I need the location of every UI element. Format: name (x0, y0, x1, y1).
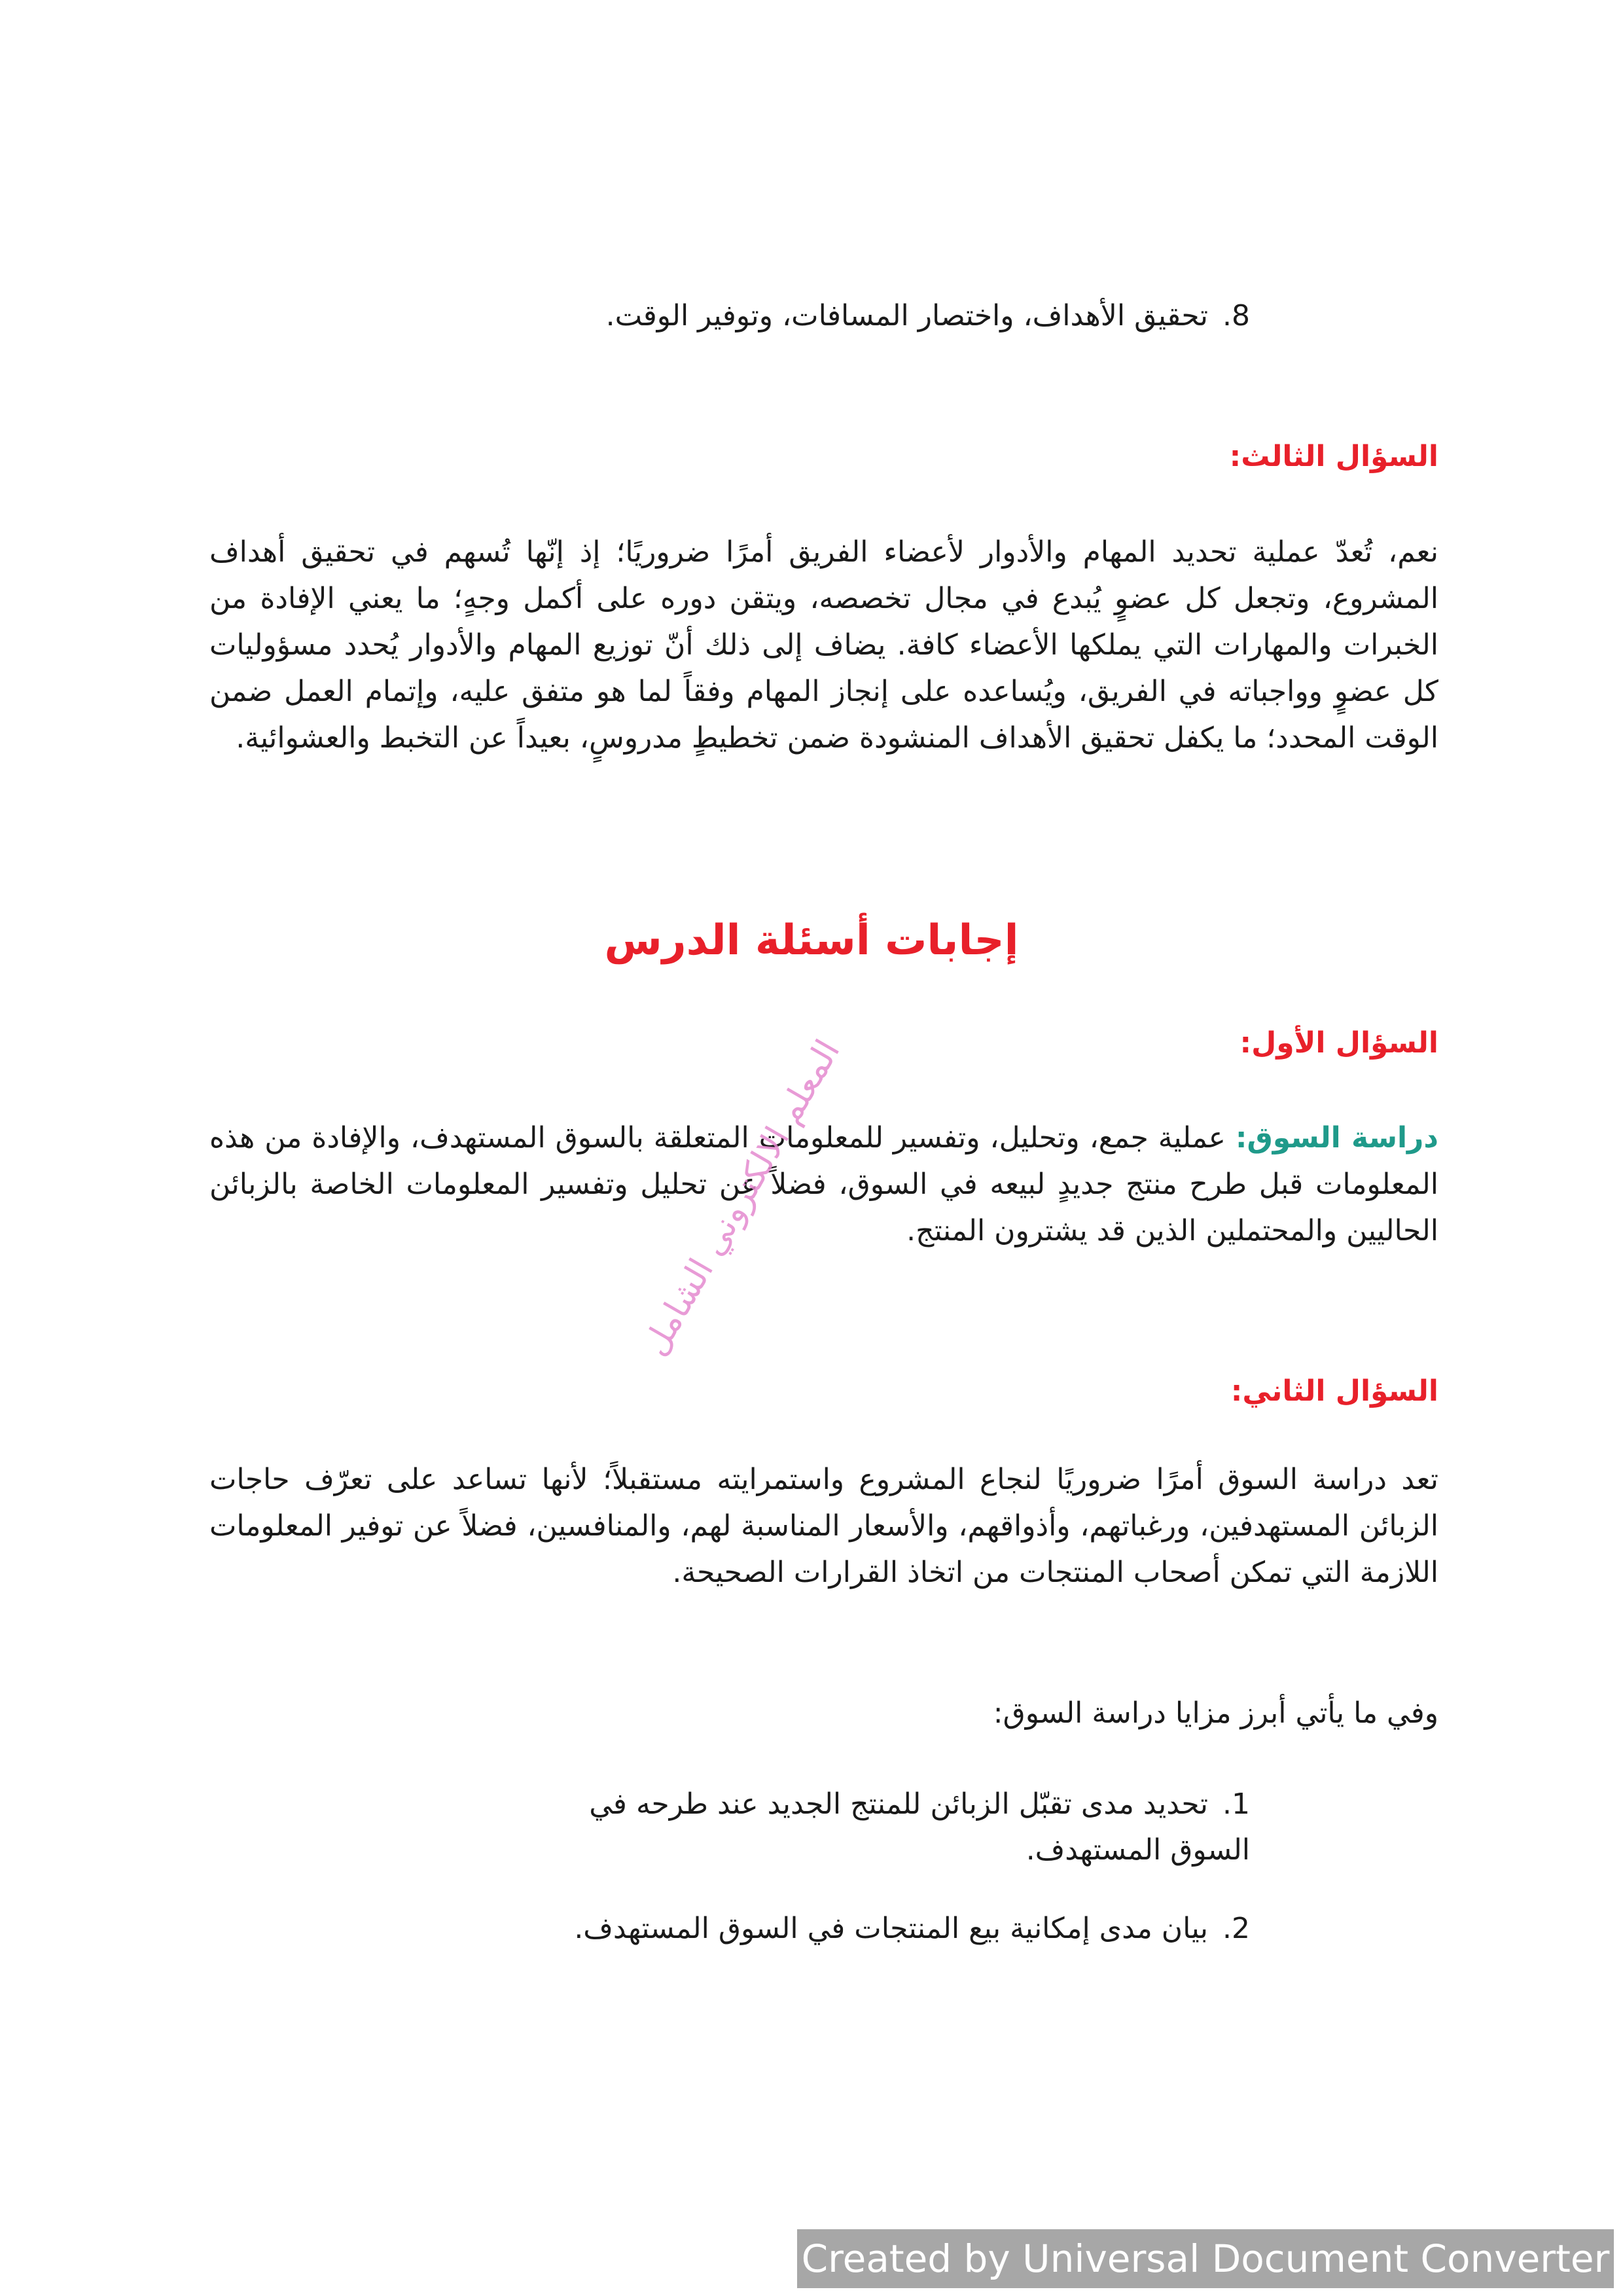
list-item-8 (399, 293, 1250, 339)
list-item-number: 8. (1222, 299, 1250, 332)
list-item-1 (543, 1782, 1250, 1873)
list-item-text: بيان مدى إمكانية بيع المنتجات في السوق المستهدف. (574, 1912, 1208, 1945)
section-title: إجابات أسئلة الدرس (604, 916, 1019, 965)
question-2-paragraph: تعد دراسة السوق أمرًا ضروريًا لنجاع المشروع واستمرايته مستقبلاً؛ لأنها تساعد على تعرّف حاجات الزبائن المستهدفين، ورغباتهم، وأذواقهم، والأسعار المناسبة لهم، والمنافسين، فضلاً عن توفير المعلومات اللازمة التي تمكن أصحاب المنتجات من اتخاذ القرارات الصحيحة. (209, 1463, 1438, 1589)
question-1-paragraph (209, 1115, 1438, 1254)
footer-badge: Created by Universal Document Converter (797, 2229, 1614, 2288)
list-item-number: 2. (1222, 1912, 1250, 1945)
question-1-definition: عملية جمع، وتحليل، وتفسير للمعلومات المتعلقة بالسوق المستهدف، والإفادة من هذه المعلومات قبل طرح منتج جديدٍ لبيعه في السوق، فضلاً عن تحليل وتفسير المعلومات الخاصة بالزبائن الحاليين والمحتملين الذين قد يشترون المنتج. (209, 1121, 1438, 1247)
watermark-text: المعلم الالكتروني الشامل (635, 1033, 848, 1363)
list-item-number: 1. (1222, 1787, 1250, 1821)
list-item-2 (399, 1906, 1250, 1952)
list-item-text: تحقيق الأهداف، واختصار المسافات، وتوفير الوقت. (605, 299, 1208, 332)
list-item-text: تحديد مدى تقبّل الزبائن للمنتج الجديد عند طرحه في السوق المستهدف. (589, 1787, 1250, 1867)
question-3-paragraph: نعم، تُعدّ عملية تحديد المهام والأدوار لأعضاء الفريق أمرًا ضروريًا؛ إذ إنّها تُسهم في تحقيق أهداف المشروع، وتجعل كل عضوٍ يُبدع في مجال تخصصه، ويتقن دوره على أكمل وجهٍ؛ ما يعني الإفادة من الخبرات والمهارات التي يملكها الأعضاء كافة. يضاف إلى ذلك أنّ توزيع المهام والأدوار يُحدد مسؤوليات كل عضوٍ وواجباته في الفريق، ويُساعده على إنجاز المهام وفقاً لما هو متفق عليه، وإتمام العمل ضمن الوقت المحدد؛ ما يكفل تحقيق الأهداف المنشودة ضمن تخطيطٍ مدروسٍ، بعيداً عن التخبط والعشوائية. (209, 535, 1438, 755)
question-2-intro: وفي ما يأتي أبرز مزايا دراسة السوق: (993, 1696, 1438, 1730)
question-3-heading: السؤال الثالث: (1229, 440, 1438, 473)
term-market-study: دراسة السوق: (1235, 1121, 1438, 1155)
question-2-heading: السؤال الثاني: (1230, 1374, 1438, 1408)
question-1-heading: السؤال الأول: (1240, 1026, 1438, 1060)
